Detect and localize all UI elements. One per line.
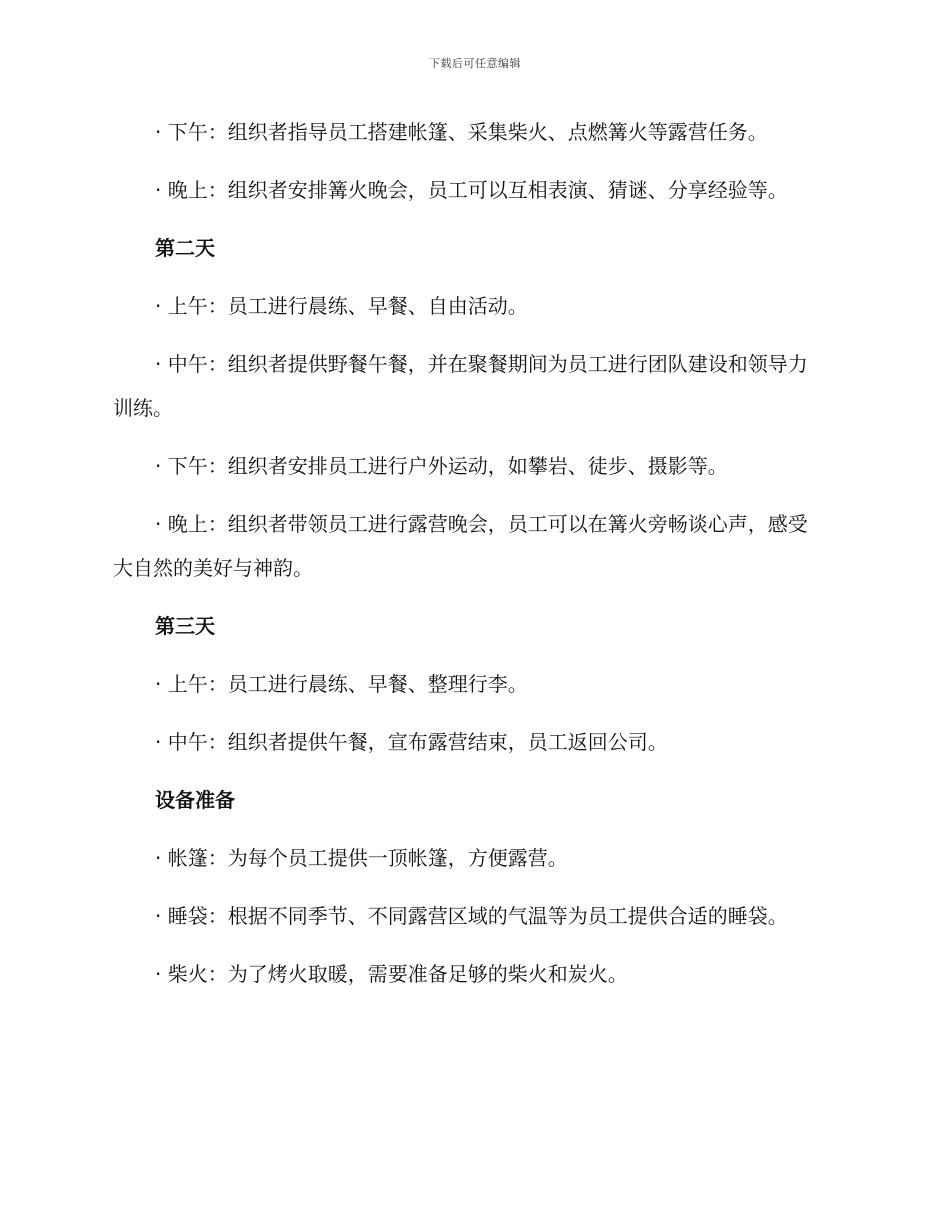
heading-day3: 第三天	[155, 614, 215, 638]
paragraph-afternoon-day2: · 下午：组织者安排员工进行户外运动，如攀岩、徒步、摄影等。	[155, 454, 728, 478]
paragraph-morning-day2: · 上午：员工进行晨练、早餐、自由活动。	[155, 294, 528, 318]
paragraph-noon-day3: · 中午：组织者提供午餐，宣布露营结束，员工返回公司。	[155, 730, 668, 754]
paragraph-afternoon-day1: · 下午：组织者指导员工搭建帐篷、采集柴火、点燃篝火等露营任务。	[155, 120, 768, 144]
paragraph-noon-day2: · 中午：组织者提供野餐午餐，并在聚餐期间为员工进行团队建设和领导力训练。	[113, 352, 808, 420]
heading-equipment: 设备准备	[155, 788, 235, 812]
paragraph-sleeping-bag: · 睡袋：根据不同季节、不同露营区域的气温等为员工提供合适的睡袋。	[155, 904, 788, 928]
header-note: 下载后可任意编辑	[429, 57, 521, 70]
paragraph-morning-day3: · 上午：员工进行晨练、早餐、整理行李。	[155, 672, 528, 696]
paragraph-firewood: · 柴火：为了烤火取暖，需要准备足够的柴火和炭火。	[155, 962, 628, 986]
document-body	[113, 110, 825, 1010]
paragraph-evening-day1: · 晚上：组织者安排篝火晚会，员工可以互相表演、猜谜、分享经验等。	[155, 178, 788, 202]
paragraph-evening-day2: · 晚上：组织者带领员工进行露营晚会，员工可以在篝火旁畅谈心声，感受大自然的美好与神韵。	[113, 512, 808, 580]
heading-day2: 第二天	[155, 236, 215, 260]
paragraph-tent: · 帐篷：为每个员工提供一顶帐篷，方便露营。	[155, 846, 568, 870]
